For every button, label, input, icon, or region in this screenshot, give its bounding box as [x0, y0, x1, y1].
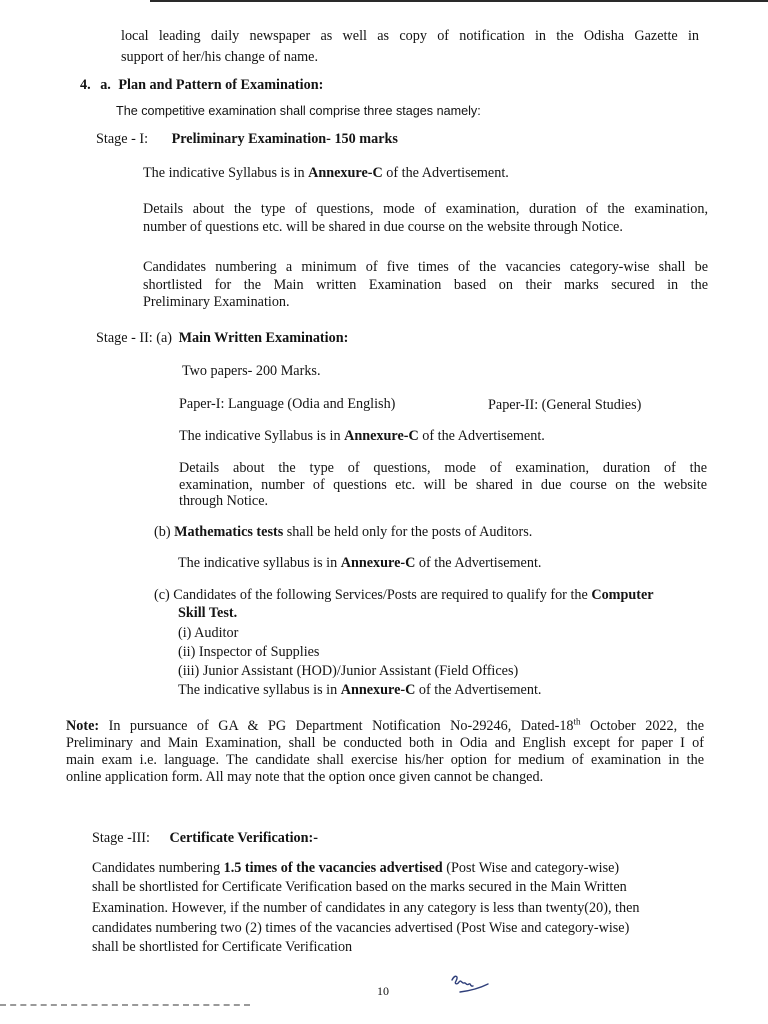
- intro-line-2: support of her/his change of name.: [121, 49, 318, 65]
- stage-2-b-syllabus: [178, 555, 541, 572]
- stage-2-syllabus: [179, 428, 545, 445]
- section-title: Plan and Pattern of Examination:: [118, 77, 324, 93]
- stage-3-line-2: shall be shortlisted for Certificate Verification based on the marks secured in the Main Written: [92, 879, 627, 895]
- stage-3-text: Candidates numbering: [92, 860, 224, 876]
- page-number: 10: [377, 984, 389, 998]
- stage-2-c-line-1: [154, 587, 654, 604]
- section-intro: The competitive examination shall comprise three stages namely:: [116, 104, 481, 118]
- stage-2-b-rest: shall be held only for the posts of Auditors.: [283, 524, 533, 540]
- stage-2-c-item: (i) Auditor: [178, 625, 239, 641]
- stage-2-annexure: Annexure-C: [344, 428, 419, 444]
- note-text-b: October 2022, the: [580, 718, 704, 734]
- stage-3-heading: [92, 830, 318, 847]
- stage-1-shortlist-line-3: Preliminary Examination.: [143, 294, 290, 310]
- stage-1-syllabus-text: The indicative Syllabus is in: [143, 165, 309, 181]
- stage-1-shortlist-line-2: shortlisted for the Main written Examination based on their marks secured in the: [143, 277, 708, 293]
- stage-2-c-line-2: [178, 605, 237, 622]
- note-text-a: In pursuance of GA & PG Department Notification No-29246, Dated-18: [99, 718, 574, 734]
- top-border-rule: [150, 0, 768, 2]
- stage-2-b-label: (b): [154, 524, 171, 540]
- stage-1-heading: [96, 131, 398, 148]
- stage-2-c-text: (c) Candidates of the following Services/Posts are required to qualify for the: [154, 587, 592, 603]
- stage-2-details-line-3: through Notice.: [179, 493, 269, 509]
- stage-2-c-item: (iii) Junior Assistant (HOD)/Junior Assistant (Field Offices): [178, 663, 519, 679]
- intro-line-1: local leading daily newspaper as well as copy of notification in the Odisha Gazette in: [121, 28, 699, 44]
- stage-2-b-annexure: Annexure-C: [340, 555, 416, 571]
- stage-1-syllabus-tail: of the Advertisement.: [382, 165, 509, 181]
- stage-3-line-4: candidates numbering two (2) times of the vacancies advertised (Post Wise and category-wise): [92, 920, 630, 936]
- note-line-4: online application form. All may note that the option once given cannot be changed.: [66, 769, 544, 785]
- stage-2-title: Main Written Examination:: [178, 330, 349, 346]
- stage-3-line-1: [92, 860, 619, 877]
- stage-1-annexure: Annexure-C: [308, 165, 383, 181]
- stage-2-c-syllabus-tail: of the Advertisement.: [415, 682, 542, 698]
- stage-2-b-line: [154, 524, 532, 541]
- note-line-2: Preliminary and Main Examination, shall be conducted both in Odia and English except for paper I of: [66, 735, 704, 751]
- stage-2-c-bold: Computer: [591, 587, 654, 603]
- note-label: Note:: [66, 718, 100, 734]
- stage-3-line-5: shall be shortlisted for Certificate Verification: [92, 939, 353, 955]
- note-line-3: main exam i.e. language. The candidate shall exercise his/her option for medium of examination in the: [66, 752, 704, 768]
- stage-1-label: Stage - I:: [96, 131, 149, 147]
- stage-1-title: Preliminary Examination- 150 marks: [171, 131, 398, 147]
- stage-2-paper-1: Paper-I: Language (Odia and English): [179, 396, 396, 412]
- stage-2-papers: Two papers- 200 Marks.: [182, 363, 321, 379]
- note-superscript: th: [573, 716, 581, 727]
- stage-2-details-line-1: Details about the type of questions, mode of examination, duration of the: [179, 460, 707, 476]
- stage-2-c-skill-test: Skill Test.: [178, 605, 238, 621]
- section-subletter: a.: [100, 77, 111, 93]
- stage-2-c-annexure: Annexure-C: [340, 682, 416, 698]
- stage-2-c-item: (ii) Inspector of Supplies: [178, 644, 320, 660]
- stage-2-c-syllabus-text: The indicative syllabus is in: [178, 682, 341, 698]
- footer-dashed-line: [0, 1004, 250, 1006]
- stage-2-syllabus-text: The indicative Syllabus is in: [179, 428, 345, 444]
- stage-1-shortlist-line-1: Candidates numbering a minimum of five times of the vacancies category-wise shall be: [143, 259, 708, 275]
- stage-1-syllabus: [143, 165, 509, 182]
- stage-2-label: Stage - II: (a): [96, 330, 173, 346]
- section-heading: [80, 77, 323, 94]
- stage-2-paper-2: Paper-II: (General Studies): [488, 397, 642, 413]
- stage-1-details-line-1: Details about the type of questions, mode of examination, duration of the examination,: [143, 201, 708, 217]
- stage-3-bold: 1.5 times of the vacancies advertised: [223, 860, 443, 876]
- stage-3-title: Certificate Verification:-: [169, 830, 318, 846]
- stage-3-text-tail: (Post Wise and category-wise): [442, 860, 620, 876]
- stage-2-syllabus-tail: of the Advertisement.: [418, 428, 545, 444]
- stage-3-line-3: Examination. However, if the number of candidates in any category is less than twenty(20), then: [92, 900, 640, 916]
- stage-1-details-line-2: number of questions etc. will be shared in due course on the website through Notice.: [143, 219, 623, 235]
- stage-2-heading: [96, 330, 348, 347]
- stage-3-label: Stage -III:: [92, 830, 150, 846]
- note-line-1: [66, 718, 704, 735]
- stage-2-b-syllabus-tail: of the Advertisement.: [415, 555, 542, 571]
- stage-2-b-bold: Mathematics tests: [174, 524, 284, 540]
- section-number: 4.: [80, 77, 91, 93]
- stage-2-details-line-2: examination, number of questions etc. will be shared in due course on the website: [179, 477, 707, 493]
- stage-2-b-syllabus-text: The indicative syllabus is in: [178, 555, 341, 571]
- signature-icon: [448, 972, 492, 1003]
- stage-2-c-syllabus: [178, 682, 541, 699]
